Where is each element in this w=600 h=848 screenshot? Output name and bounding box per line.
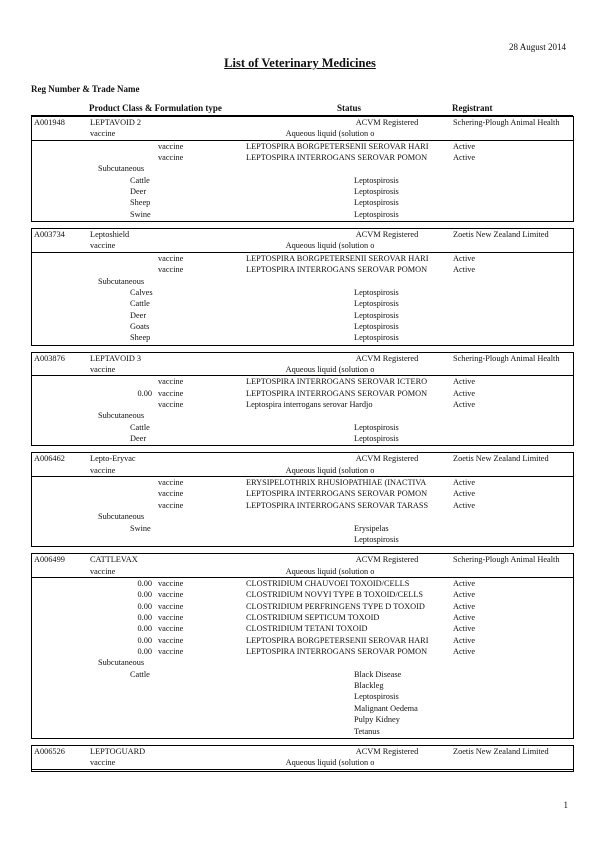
formulation-rule xyxy=(32,769,573,770)
administration-route: Subcutaneous xyxy=(98,276,145,286)
administration-route: Subcutaneous xyxy=(98,411,145,421)
administration-route: Subcutaneous xyxy=(98,658,145,668)
ingredient-concentration: 0.00 xyxy=(137,624,152,634)
reg-number: A003734 xyxy=(34,230,65,240)
trade-name: CATTLEVAX xyxy=(90,555,138,565)
product-class: vaccine xyxy=(90,129,116,139)
formulation-type: Aqueous liquid (solution o xyxy=(285,566,375,576)
use-row xyxy=(32,332,573,343)
ingredient-name: LEPTOSPIRA INTERROGANS SEROVAR POMON xyxy=(246,265,428,275)
route-row xyxy=(32,410,573,421)
claim: Leptospirosis xyxy=(354,534,399,544)
ingredient-name: CLOSTRIDIUM CHAUVOEI TOXOID/CELLS xyxy=(246,578,410,588)
ingredient-type: vaccine xyxy=(158,153,184,163)
ingredient-type: vaccine xyxy=(158,647,184,657)
registration-status: ACVM Registered xyxy=(355,746,419,756)
use-row xyxy=(32,321,573,332)
claim: Leptospirosis xyxy=(354,287,399,297)
ingredient-row xyxy=(32,253,573,264)
claim: Pulpy Kidney xyxy=(354,715,400,725)
claim: Leptospirosis xyxy=(354,692,399,702)
route-row xyxy=(32,276,573,287)
trade-name: LEPTAVOID 3 xyxy=(90,353,142,363)
use-row xyxy=(32,209,573,220)
ingredient-name: CLOSTRIDIUM NOVYI TYPE B TOXOID/CELLS xyxy=(246,590,424,600)
registrant-name: Zoetis New Zealand Limited xyxy=(453,454,549,464)
use-row xyxy=(32,523,573,534)
ingredient-row xyxy=(32,399,573,410)
target-species: Cattle xyxy=(130,175,150,185)
formulation-row xyxy=(32,240,573,251)
ingredient-concentration: 0.00 xyxy=(137,590,152,600)
ingredient-concentration: 0.00 xyxy=(137,635,152,645)
use-row xyxy=(32,175,573,186)
trade-name: LEPTOGUARD xyxy=(90,746,146,756)
route-row xyxy=(32,163,573,174)
claim: Leptospirosis xyxy=(354,422,399,432)
ingredient-status: Active xyxy=(453,624,476,634)
formulation-type: Aqueous liquid (solution o xyxy=(285,241,375,251)
ingredient-row xyxy=(32,500,573,511)
use-row xyxy=(32,534,573,545)
medicine-record xyxy=(31,352,574,447)
record-header-row xyxy=(32,554,573,565)
target-species: Deer xyxy=(130,310,147,320)
ingredient-name: ERYSIPELOTHRIX RHUSIOPATHIAE (INACTIVA xyxy=(246,478,427,488)
ingredient-status: Active xyxy=(453,613,476,622)
ingredient-status: Active xyxy=(453,635,476,645)
registrant-name: Schering-Plough Animal Health xyxy=(453,118,560,127)
ingredient-name: Leptospira interrogans serovar Hardjo xyxy=(246,400,373,410)
target-species: Cattle xyxy=(130,299,150,309)
reg-number: A001948 xyxy=(34,118,65,127)
page-title: List of Veterinary Medicines xyxy=(224,56,376,70)
ingredient-row xyxy=(32,601,573,612)
registrant-name: Schering-Plough Animal Health xyxy=(453,353,560,363)
use-row xyxy=(32,310,573,321)
ingredient-type: vaccine xyxy=(158,624,184,634)
product-class: vaccine xyxy=(90,241,116,251)
medicine-record xyxy=(31,116,574,222)
claim: Erysipelas xyxy=(354,523,389,533)
registration-status: ACVM Registered xyxy=(355,555,419,565)
registrant-heading: Registrant xyxy=(452,103,493,113)
target-species: Sheep xyxy=(130,333,151,343)
registrant-name: Zoetis New Zealand Limited xyxy=(453,746,549,756)
target-species: Deer xyxy=(130,187,147,197)
claim: Leptospirosis xyxy=(354,198,399,208)
target-species: Swine xyxy=(130,209,151,219)
ingredient-type: vaccine xyxy=(158,388,184,398)
ingredient-name: LEPTOSPIRA BORGPETERSENII SEROVAR HARI xyxy=(246,635,429,645)
target-species: Sheep xyxy=(130,198,151,208)
claim: Leptospirosis xyxy=(354,321,399,331)
ingredient-row xyxy=(32,635,573,646)
ingredient-name: CLOSTRIDIUM TETANI TOXOID xyxy=(246,624,368,634)
formulation-type: Aqueous liquid (solution o xyxy=(285,129,375,139)
formulation-type: Aqueous liquid (solution o xyxy=(285,758,375,768)
record-header-row xyxy=(32,746,573,757)
ingredient-row xyxy=(32,578,573,589)
ingredient-type: vaccine xyxy=(158,590,184,600)
claim: Blackleg xyxy=(354,681,384,691)
ingredient-type: vaccine xyxy=(158,613,184,622)
formulation-row xyxy=(32,566,573,577)
ingredient-concentration: 0.00 xyxy=(137,578,152,588)
use-row xyxy=(32,703,573,714)
ingredient-name: LEPTOSPIRA BORGPETERSENII SEROVAR HARI xyxy=(246,253,429,263)
ingredient-row xyxy=(32,388,573,399)
claim: Leptospirosis xyxy=(354,333,399,343)
registration-status: ACVM Registered xyxy=(355,118,419,127)
ingredient-type: vaccine xyxy=(158,578,184,588)
ingredient-type: vaccine xyxy=(158,601,184,611)
ingredient-name: LEPTOSPIRA INTERROGANS SEROVAR POMON xyxy=(246,647,428,657)
product-class: vaccine xyxy=(90,364,116,374)
ingredient-type: vaccine xyxy=(158,489,184,499)
ingredient-status: Active xyxy=(453,141,476,151)
claim: Malignant Oedema xyxy=(354,703,418,713)
reg-number: A006526 xyxy=(34,746,65,756)
claim: Leptospirosis xyxy=(354,434,399,444)
ingredient-status: Active xyxy=(453,590,476,600)
ingredient-type: vaccine xyxy=(158,141,184,151)
formulation-row xyxy=(32,757,573,768)
ingredient-status: Active xyxy=(453,601,476,611)
trade-name: Lepto-Eryvac xyxy=(90,454,136,464)
ingredient-type: vaccine xyxy=(158,635,184,645)
ingredient-type: vaccine xyxy=(158,400,184,410)
use-row xyxy=(32,669,573,680)
ingredient-concentration: 0.00 xyxy=(137,613,152,622)
ingredient-type: vaccine xyxy=(158,265,184,275)
page-number: 1 xyxy=(563,800,568,810)
ingredient-row xyxy=(32,376,573,387)
ingredient-concentration: 0.00 xyxy=(137,647,152,657)
claim: Black Disease xyxy=(354,669,402,679)
ingredient-status: Active xyxy=(453,400,476,410)
medicine-record xyxy=(31,452,574,547)
ingredient-concentration: 0.00 xyxy=(137,601,152,611)
ingredient-name: LEPTOSPIRA INTERROGANS SEROVAR POMON xyxy=(246,388,428,398)
status-heading: Status xyxy=(337,103,362,113)
ingredient-name: CLOSTRIDIUM SEPTICUM TOXOID xyxy=(246,613,380,622)
ingredient-status: Active xyxy=(453,478,476,488)
product-class-heading: Product Class & Formulation type xyxy=(89,103,222,113)
use-row xyxy=(32,186,573,197)
ingredient-row xyxy=(32,141,573,152)
registrant-name: Zoetis New Zealand Limited xyxy=(453,230,549,240)
ingredient-status: Active xyxy=(453,489,476,499)
ingredient-concentration: 0.00 xyxy=(137,388,152,398)
formulation-row xyxy=(32,364,573,375)
use-row xyxy=(32,680,573,691)
use-row xyxy=(32,433,573,444)
product-class: vaccine xyxy=(90,758,116,768)
trade-name: Leptoshield xyxy=(90,230,130,240)
ingredient-status: Active xyxy=(453,153,476,163)
trade-name: LEPTAVOID 2 xyxy=(90,118,142,127)
reg-number: A006499 xyxy=(34,555,65,565)
medicine-record xyxy=(31,553,574,739)
record-header-row xyxy=(32,229,573,240)
ingredient-row xyxy=(32,612,573,623)
use-row xyxy=(32,714,573,725)
ingredient-row xyxy=(32,646,573,657)
registration-status: ACVM Registered xyxy=(355,230,419,240)
medicine-record xyxy=(31,228,574,346)
ingredient-status: Active xyxy=(453,578,476,588)
target-species: Deer xyxy=(130,434,147,444)
record-header-row xyxy=(32,117,573,128)
claim: Leptospirosis xyxy=(354,310,399,320)
reg-number: A003876 xyxy=(34,353,65,363)
registration-status: ACVM Registered xyxy=(355,353,419,363)
reg-number: A006462 xyxy=(34,454,65,464)
use-row xyxy=(32,691,573,702)
target-species: Calves xyxy=(130,287,153,297)
administration-route: Subcutaneous xyxy=(98,164,145,174)
ingredient-name: CLOSTRIDIUM PERFRINGENS TYPE D TOXOID xyxy=(246,601,425,611)
target-species: Goats xyxy=(130,321,150,331)
reg-number-heading: Reg Number & Trade Name xyxy=(31,84,140,94)
formulation-row xyxy=(32,465,573,476)
claim: Leptospirosis xyxy=(354,299,399,309)
ingredient-row xyxy=(32,488,573,499)
ingredient-status: Active xyxy=(453,265,476,275)
ingredient-row xyxy=(32,623,573,634)
ingredient-type: vaccine xyxy=(158,500,184,510)
medicine-record xyxy=(31,745,574,772)
formulation-row xyxy=(32,128,573,139)
claim: Leptospirosis xyxy=(354,187,399,197)
route-row xyxy=(32,657,573,668)
ingredient-status: Active xyxy=(453,647,476,657)
report-date: 28 August 2014 xyxy=(508,42,566,52)
ingredient-name: LEPTOSPIRA INTERROGANS SEROVAR POMON xyxy=(246,489,428,499)
ingredient-name: LEPTOSPIRA BORGPETERSENII SEROVAR HARI xyxy=(246,141,429,151)
target-species: Cattle xyxy=(130,669,150,679)
ingredient-status: Active xyxy=(453,253,476,263)
ingredient-type: vaccine xyxy=(158,377,184,387)
use-row xyxy=(32,287,573,298)
claim: Leptospirosis xyxy=(354,209,399,219)
ingredient-status: Active xyxy=(453,388,476,398)
claim: Tetanus xyxy=(354,726,380,736)
product-class: vaccine xyxy=(90,465,116,475)
ingredient-type: vaccine xyxy=(158,253,184,263)
ingredient-row xyxy=(32,477,573,488)
use-row xyxy=(32,197,573,208)
use-row xyxy=(32,726,573,737)
ingredient-name: LEPTOSPIRA INTERROGANS SEROVAR POMON xyxy=(246,153,428,163)
route-row xyxy=(32,511,573,522)
ingredient-row xyxy=(32,589,573,600)
ingredient-row xyxy=(32,152,573,163)
formulation-type: Aqueous liquid (solution o xyxy=(285,364,375,374)
ingredient-type: vaccine xyxy=(158,478,184,488)
target-species: Swine xyxy=(130,523,151,533)
administration-route: Subcutaneous xyxy=(98,512,145,522)
formulation-type: Aqueous liquid (solution o xyxy=(285,465,375,475)
ingredient-row xyxy=(32,264,573,275)
record-header-row xyxy=(32,453,573,464)
ingredient-name: LEPTOSPIRA INTERROGANS SEROVAR TARASS xyxy=(246,500,429,510)
registrant-name: Schering-Plough Animal Health xyxy=(453,555,560,565)
ingredient-status: Active xyxy=(453,377,476,387)
claim: Leptospirosis xyxy=(354,175,399,185)
target-species: Cattle xyxy=(130,422,150,432)
product-class: vaccine xyxy=(90,566,116,576)
record-header-row xyxy=(32,353,573,364)
ingredient-status: Active xyxy=(453,500,476,510)
registration-status: ACVM Registered xyxy=(355,454,419,464)
use-row xyxy=(32,422,573,433)
use-row xyxy=(32,298,573,309)
ingredient-name: LEPTOSPIRA INTERROGANS SEROVAR ICTERO xyxy=(246,377,428,387)
